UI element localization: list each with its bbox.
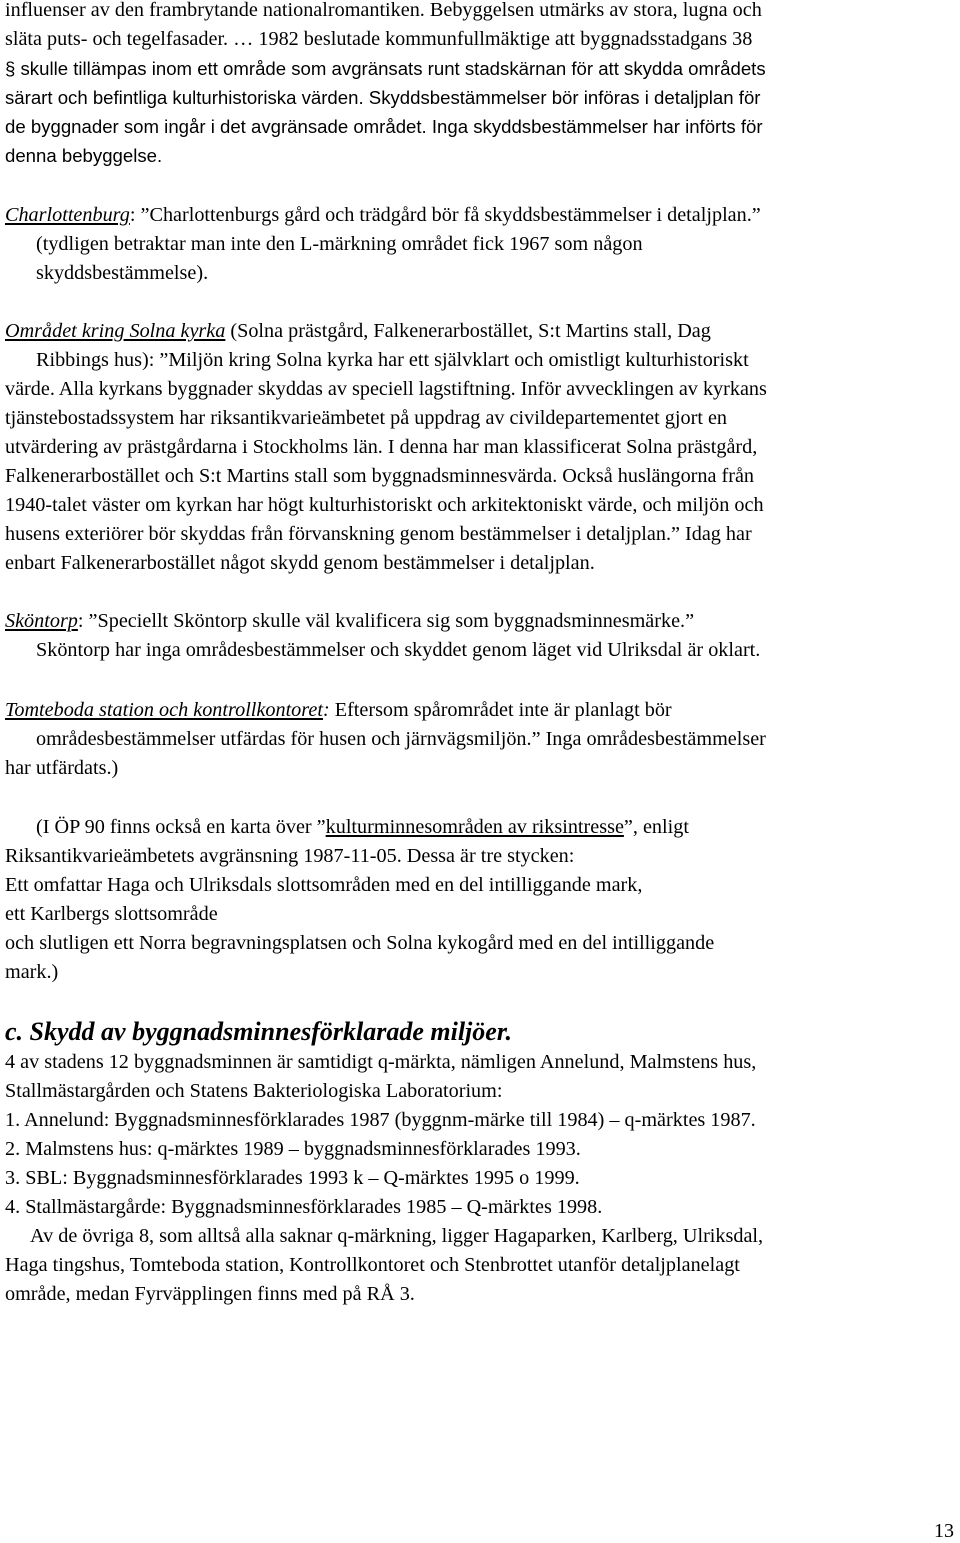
intro-text: Inga skyddsbestämmelser har införts för bbox=[426, 116, 763, 137]
charlottenburg-text: : ”Charlottenburgs gård och trädgård bör få skyddsbestämmelser i detaljplan.” bbox=[129, 204, 761, 226]
oep-text: ”, enligt bbox=[623, 816, 689, 838]
solna-line-7: 1940-talet väster om kyrkan har högt kulturhistoriskt och arkitektoniskt värde, och miljön och bbox=[5, 494, 764, 516]
oep-line-1 bbox=[36, 813, 689, 842]
solna-label: Området kring Solna kyrka bbox=[5, 320, 226, 342]
tomteboda-label: Tomteboda station och kontrollkontoret bbox=[5, 699, 323, 721]
section-c-heading: c. Skydd av byggnadsminnesförklarade miljöer. bbox=[5, 1017, 512, 1046]
solna-line-8: husens exteriörer bör skyddas från förvanskning genom bestämmelser i detaljplan.” Idag har bbox=[5, 523, 752, 545]
tomteboda-line-3: har utfärdats.) bbox=[5, 757, 119, 779]
section-c-para-line-3: område, medan Fyrväpplingen finns med på RÅ 3. bbox=[5, 1283, 415, 1305]
skontorp-line-2: Sköntorp har inga områdesbestämmelser och skyddet genom läget vid Ulriksdal är oklart. bbox=[36, 639, 761, 661]
tomteboda-line-1 bbox=[5, 696, 672, 725]
section-c-line-2: Stallmästargården och Statens Bakteriologiska Laboratorium: bbox=[5, 1080, 503, 1102]
oep-line-3: Ett omfattar Haga och Ulriksdals slottsområden med en del intilliggande mark, bbox=[5, 874, 643, 896]
solna-line-9: enbart Falkenerarbostället något skydd genom bestämmelser i detaljplan. bbox=[5, 552, 595, 574]
riksintresse-link[interactable]: kulturminnesområden av riksintresse bbox=[325, 816, 624, 838]
solna-line-3: värde. Alla kyrkans byggnader skyddas av speciell lagstiftning. Inför avvecklingen av kyrkans bbox=[5, 378, 767, 400]
list-item: 3. SBL: Byggnadsminnesförklarades 1993 k – Q-märktes 1995 o 1999. bbox=[5, 1167, 580, 1189]
section-c-para-line-2: Haga tingshus, Tomteboda station, Kontrollkontoret och Stenbrottet utanför detaljplanelagt bbox=[5, 1254, 740, 1276]
tomteboda-colon: : bbox=[322, 699, 330, 721]
solna-line-2: Ribbings hus): ”Miljön kring Solna kyrka har ett självklart och omistligt kulturhistoriskt bbox=[36, 349, 749, 371]
oep-line-4: ett Karlbergs slottsområde bbox=[5, 903, 218, 925]
tomteboda-text: Eftersom spårområdet inte är planlagt bör bbox=[329, 699, 672, 721]
skontorp-line-1 bbox=[5, 607, 694, 636]
intro-text: Skyddsbestämmelser bör införas i detaljplan för bbox=[363, 87, 761, 108]
oep-line-5: och slutligen ett Norra begravningsplatsen och Solna kykogård med en del intilliggande bbox=[5, 932, 715, 954]
charlottenburg-line-2: (tydligen betraktar man inte den L-märkning området fick 1967 som någon bbox=[36, 233, 643, 255]
skontorp-label: Sköntorp bbox=[5, 610, 78, 632]
charlottenburg-line-3: skyddsbestämmelse). bbox=[36, 262, 209, 284]
oep-text: (I ÖP 90 finns också en karta över ” bbox=[36, 816, 326, 838]
intro-line-6: denna bebyggelse. bbox=[5, 145, 163, 166]
skontorp-text: : ”Speciellt Sköntorp skulle väl kvalificera sig som byggnadsminnesmärke.” bbox=[77, 610, 695, 632]
section-c-line-1: 4 av stadens 12 byggnadsminnen är samtidigt q-märkta, nämligen Annelund, Malmstens hus, bbox=[5, 1051, 757, 1073]
intro-line-2: släta puts- och tegelfasader. … 1982 beslutade kommunfullmäktige att byggnadsstadgans 38 bbox=[5, 28, 753, 50]
solna-line-1 bbox=[5, 317, 711, 346]
charlottenburg-label: Charlottenburg bbox=[5, 204, 130, 226]
oep-line-2: Riksantikvarieämbetets avgränsning 1987-11-05. Dessa är tre stycken: bbox=[5, 845, 575, 867]
solna-text: (Solna prästgård, Falkenerarbostället, S:t Martins stall, Dag bbox=[225, 320, 711, 342]
intro-line-4 bbox=[5, 83, 760, 112]
list-item: 1. Annelund: Byggnadsminnesförklarades 1987 (byggnm-märke till 1984) – q-märktes 1987. bbox=[5, 1109, 756, 1131]
list-item: 2. Malmstens hus: q-märktes 1989 – byggnadsminnesförklarades 1993. bbox=[5, 1138, 581, 1160]
intro-text: särart och befintliga kulturhistoriska värden. bbox=[5, 87, 364, 108]
page-number: 13 bbox=[934, 1520, 954, 1542]
intro-line-5 bbox=[5, 112, 763, 141]
section-c-para-line-1: Av de övriga 8, som alltså alla saknar q-märkning, ligger Hagaparken, Karlberg, Ulriksdal, bbox=[30, 1225, 764, 1247]
solna-line-6: Falkenerarbostället och S:t Martins stall som byggnadsminnesvärda. Också huslängorna från bbox=[5, 465, 755, 487]
tomteboda-line-2: områdesbestämmelser utfärdas för husen och järnvägsmiljön.” Inga områdesbestämmelser bbox=[36, 728, 766, 750]
intro-line-3: § skulle tillämpas inom ett område som avgränsats runt stadskärnan för att skydda områdets bbox=[5, 58, 766, 79]
oep-line-6: mark.) bbox=[5, 961, 59, 983]
intro-text: de byggnader som ingår i det avgränsade området. bbox=[5, 116, 427, 137]
intro-line-1: influenser av den frambrytande nationalromantiken. Bebyggelsen utmärks av stora, lugna och bbox=[5, 0, 762, 21]
solna-line-5: utvärdering av prästgårdarna i Stockholms län. I denna har man klassificerat Solna prästgård, bbox=[5, 436, 758, 458]
solna-line-4: tjänstebostadssystem har riksantikvarieämbetet på uppdrag av civildepartementet gjort en bbox=[5, 407, 728, 429]
charlottenburg-line-1 bbox=[5, 201, 761, 230]
list-item: 4. Stallmästargårde: Byggnadsminnesförklarades 1985 – Q-märktes 1998. bbox=[5, 1196, 603, 1218]
